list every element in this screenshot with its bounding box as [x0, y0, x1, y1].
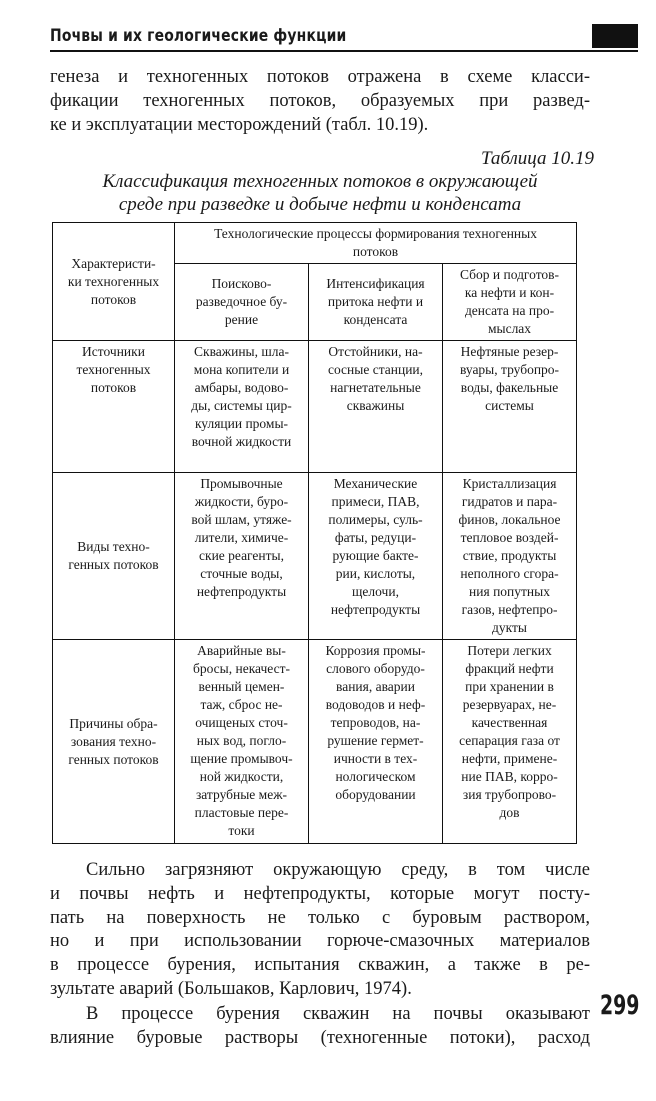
body-paragraph-2	[50, 1003, 590, 1051]
text-line: генеза и техногенных потоков отражена в схеме класси-	[50, 67, 590, 87]
text-line: В процессе бурения скважин на почвы оказывают	[86, 1004, 590, 1024]
table-cell: Промывочные жидкости, буро- вой шлам, утяже- лители, химиче- ские реагенты, сточные воды, нефтепродукты	[175, 473, 309, 640]
table-title-line: среде при разведке и добыче нефти и конденсата	[118, 194, 522, 215]
text-line: пать на поверхность не только с буровым раствором,	[50, 907, 590, 928]
table-cell: Кристаллизация гидратов и пара- финов, локальное тепловое воздей- ствие, продукты неполного сгора- ния попутных газов, нефтепро- дукты	[443, 473, 577, 640]
intro-paragraph	[50, 66, 590, 137]
table-row	[53, 341, 577, 473]
table-cell: Коррозия промы- слового оборудо- вания, аварии водоводов и неф- тепроводов, на- рушение гермет- ичности в тех- нологическом оборудовании	[309, 640, 443, 844]
table-cell: Аварийные вы- бросы, некачест- венный цемен- таж, сброс не- очищеных сточ- ных вод, погло- щение промывоч- ной жидкости, затрубные меж- пластовые пере- токи	[175, 640, 309, 844]
table-title	[50, 170, 590, 216]
column-header-cell: Сбор и подготов- ка нефти и кон- денсата на про- мыслах	[443, 264, 577, 341]
text-line: фикации техногенных потоков, образуемых при развед-	[50, 90, 590, 111]
row-label-cell: Виды техно- генных потоков	[53, 473, 175, 640]
classification-table	[52, 222, 577, 844]
running-header	[50, 24, 638, 52]
column-header-cell: Интенсификация притока нефти и конденсата	[309, 264, 443, 341]
row-label-cell: Причины обра- зования техно- генных потоков	[53, 640, 175, 844]
body-paragraph-1	[50, 859, 590, 1002]
table-cell: Механические примеси, ПАВ, полимеры, суль- фаты, редуци- рующие бакте- рии, кислоты, щелочи, нефтепродукты	[309, 473, 443, 640]
header-black-block	[592, 24, 638, 48]
table-cell: Скважины, шла- мона копители и амбары, водово- ды, системы цир- куляции промы- вочной жидкости	[175, 341, 309, 473]
row-header-cell: Характеристи- ки техногенных потоков	[53, 223, 175, 341]
group-header-cell: Технологические процессы формирования техногенных потоков	[175, 223, 577, 264]
page-number: 299	[600, 990, 640, 1021]
table-row	[53, 473, 577, 640]
text-line: влияние буровые растворы (техногенные потоки), расход	[50, 1027, 590, 1048]
table-cell: Отстойники, на- сосные станции, нагнетательные скважины	[309, 341, 443, 473]
text-line: и почвы нефть и нефтепродукты, которые могут посту-	[50, 883, 590, 904]
table-cell: Нефтяные резер- вуары, трубопро- воды, факельные системы	[443, 341, 577, 473]
text-line: Сильно загрязняют окружающую среду, в том числе	[86, 860, 590, 880]
table-number: Таблица 10.19	[481, 148, 594, 169]
text-line: ке и эксплуатации месторождений (табл. 10.19).	[50, 114, 429, 135]
text-line: в процессе бурения, испытания скважин, а также в ре-	[50, 955, 590, 976]
text-line: зультате аварий (Большаков, Карлович, 1974).	[50, 978, 412, 999]
table-row	[53, 640, 577, 844]
column-header-cell: Поисково- разведочное бу- рение	[175, 264, 309, 341]
text-line: но и при использовании горюче-смазочных материалов	[50, 931, 590, 952]
table-title-line: Классификация техногенных потоков в окружающей	[102, 171, 538, 192]
table-cell: Потери легких фракций нефти при хранении в резервуарах, не- качественная сепарация газа от нефти, примене- ние ПАВ, корро- зия трубопрово- дов	[443, 640, 577, 844]
row-label-cell: Источники техногенных потоков	[53, 341, 175, 473]
running-header-title: Почвы и их геологические функции	[50, 26, 347, 46]
